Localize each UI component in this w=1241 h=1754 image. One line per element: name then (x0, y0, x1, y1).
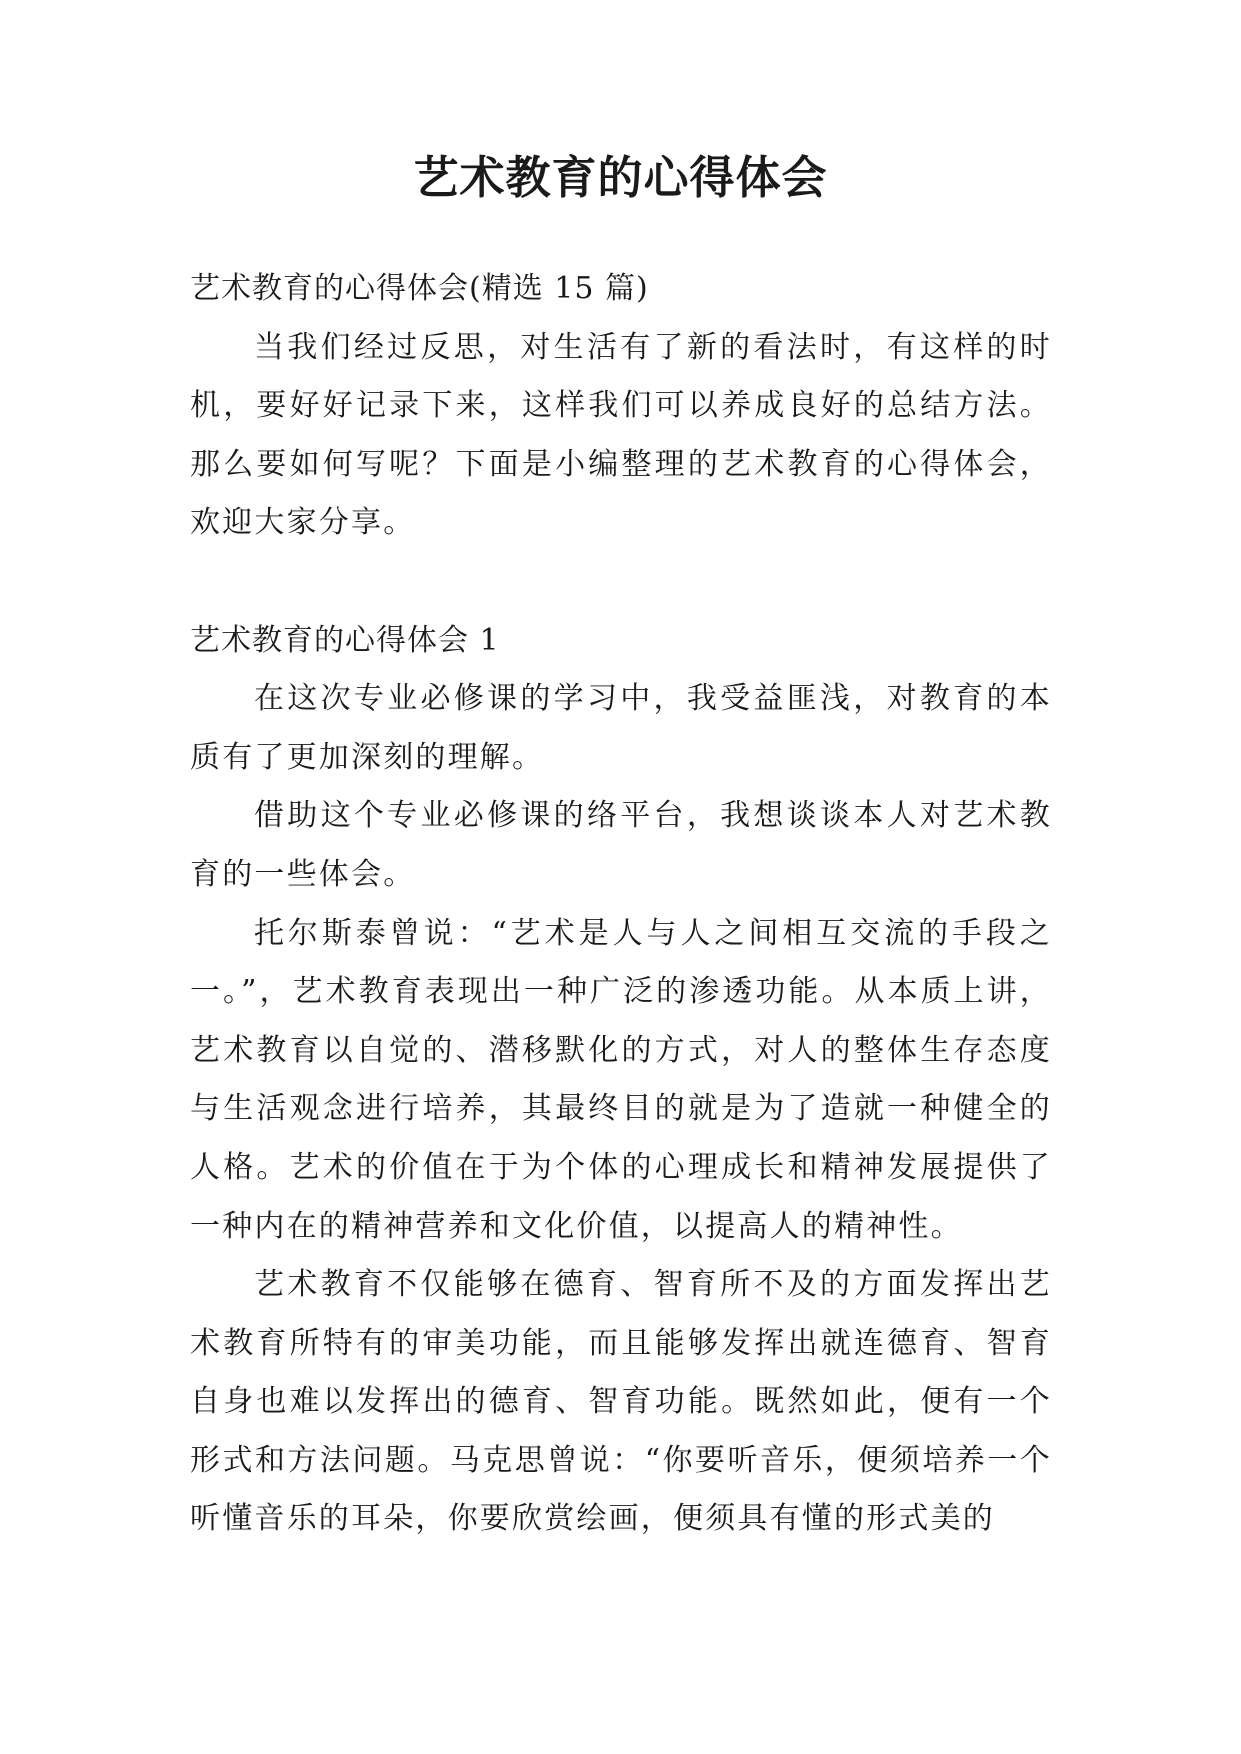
document-title: 艺术教育的心得体会 (413, 151, 828, 204)
body-paragraph: 艺术教育不仅能够在德育、智育所不及的方面发挥出艺术教育所特有的审美功能，而且能够发挥出就连德育、智育自身也难以发挥出的德育、智育功能。既然如此，便有一个形式和方法问题。马克思曾说：“你要听音乐，便须培养一个听懂音乐的耳朵，你要欣赏绘画，便须具有懂的形式美的 (190, 1267, 1052, 1537)
document-subtitle: 艺术教育的心得体会(精选 15 篇) (190, 271, 649, 306)
document-body (190, 260, 1052, 1549)
intro-paragraph: 当我们经过反思，对生活有了新的看法时，有这样的时机，要好好记录下来，这样我们可以养成良好的总结方法。那么要如何写呢？下面是小编整理的艺术教育的心得体会，欢迎大家分享。 (190, 329, 1052, 541)
section-spacer (190, 553, 1052, 612)
body-paragraph: 借助这个专业必修课的络平台，我想谈谈本人对艺术教育的一些体会。 (190, 798, 1052, 892)
body-paragraph: 在这次专业必修课的学习中，我受益匪浅，对教育的本质有了更加深刻的理解。 (190, 681, 1052, 775)
section-heading: 艺术教育的心得体会 1 (190, 622, 500, 658)
body-paragraph: 托尔斯泰曾说：“艺术是人与人之间相互交流的手段之一。”，艺术教育表现出一种广泛的渗透功能。从本质上讲，艺术教育以自觉的、潜移默化的方式，对人的整体生存态度与生活观念进行培养，其最终目的就是为了造就一种健全的人格。艺术的价值在于为个体的心理成长和精神发展提供了一种内在的精神营养和文化价值，以提高人的精神性。 (190, 915, 1052, 1244)
